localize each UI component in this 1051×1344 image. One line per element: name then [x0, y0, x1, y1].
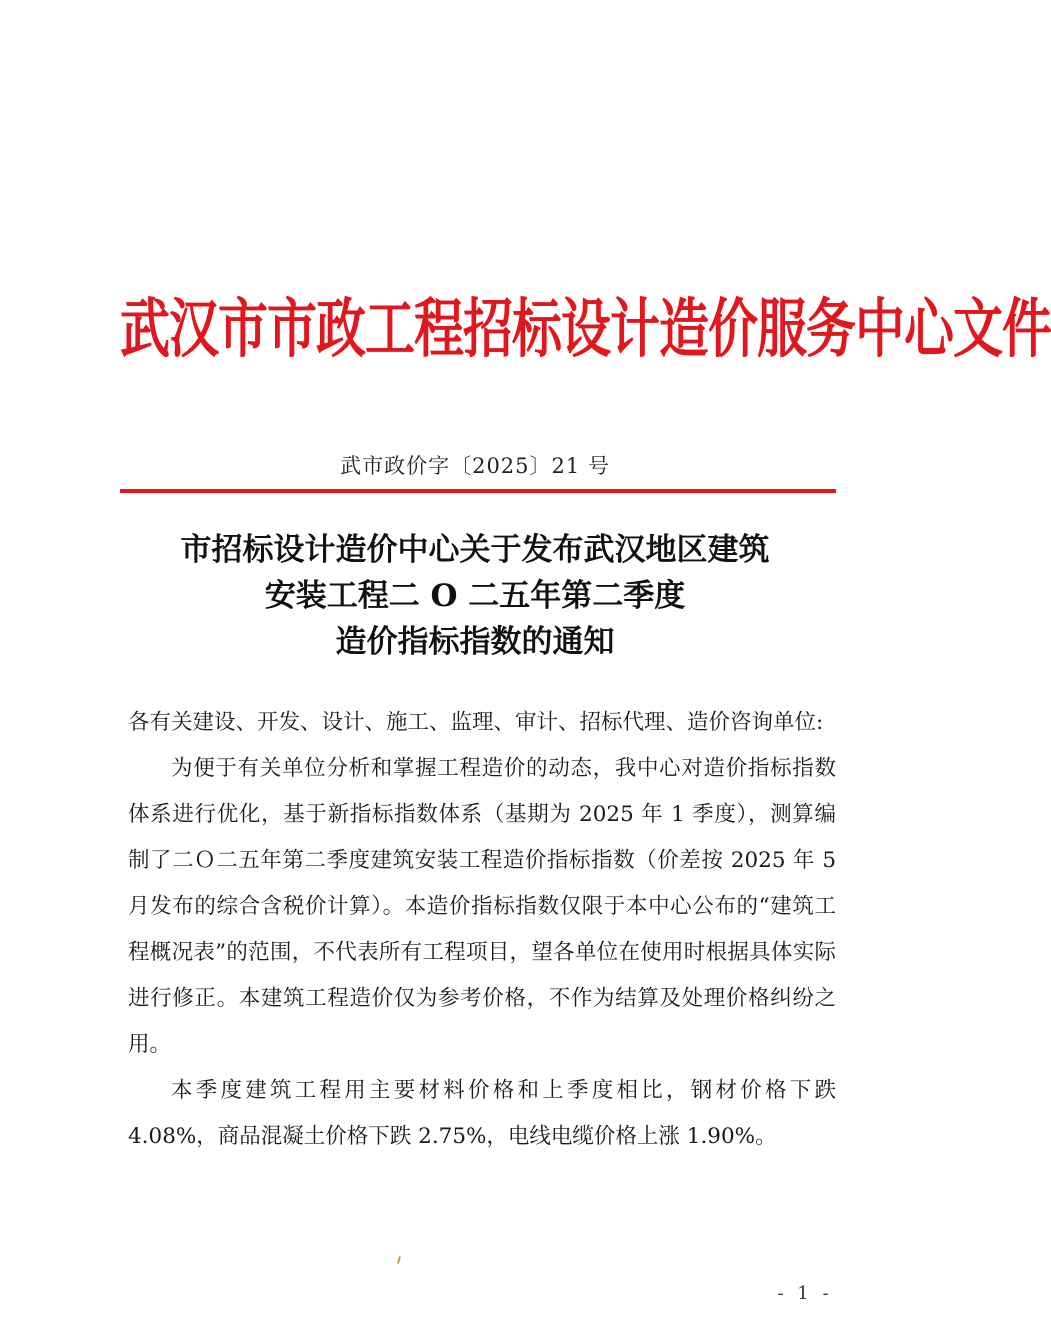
- notice-body: [128, 700, 836, 1160]
- scan-speck: [397, 1256, 401, 1264]
- notice-title: [100, 527, 850, 665]
- title-line-3: 造价指标指数的通知: [335, 624, 615, 660]
- salutation: 各有关建设、开发、设计、施工、监理、审计、招标代理、造价咨询单位:: [128, 710, 824, 735]
- body-paragraph-2: 本季度建筑工程用主要材料价格和上季度相比，钢材价格下跌 4.08%，商品混凝土价格下跌 2.75%，电线电缆价格上涨 1.90%。: [128, 1078, 836, 1149]
- document-number: 武市政价字〔2025〕21 号: [340, 454, 610, 478]
- masthead-title: 武汉市市政工程招标设计造价服务中心文件: [120, 291, 1051, 367]
- page-number: - 1 -: [777, 1283, 833, 1304]
- body-paragraph-1: 为便于有关单位分析和掌握工程造价的动态，我中心对造价指标指数体系进行优化，基于新指标指数体系（基期为 2025 年 1 季度），测算编制了二Ｏ二五年第二季度建筑安装工程造价指标指数（价差按 2025 年 5 月发布的综合含税价计算）。本造价指标指数仅限于本中心公布的“建筑工程概况表”的范围，不代表所有工程项目，望各单位在使用时根据具体实际进行修正。本建筑工程造价仅为参考价格，不作为结算及处理价格纠纷之用。: [128, 756, 836, 1057]
- title-line-2: 安装工程二 O 二五年第二季度: [264, 578, 686, 614]
- title-line-1: 市招标设计造价中心关于发布武汉地区建筑: [180, 532, 770, 568]
- red-divider: [120, 489, 836, 493]
